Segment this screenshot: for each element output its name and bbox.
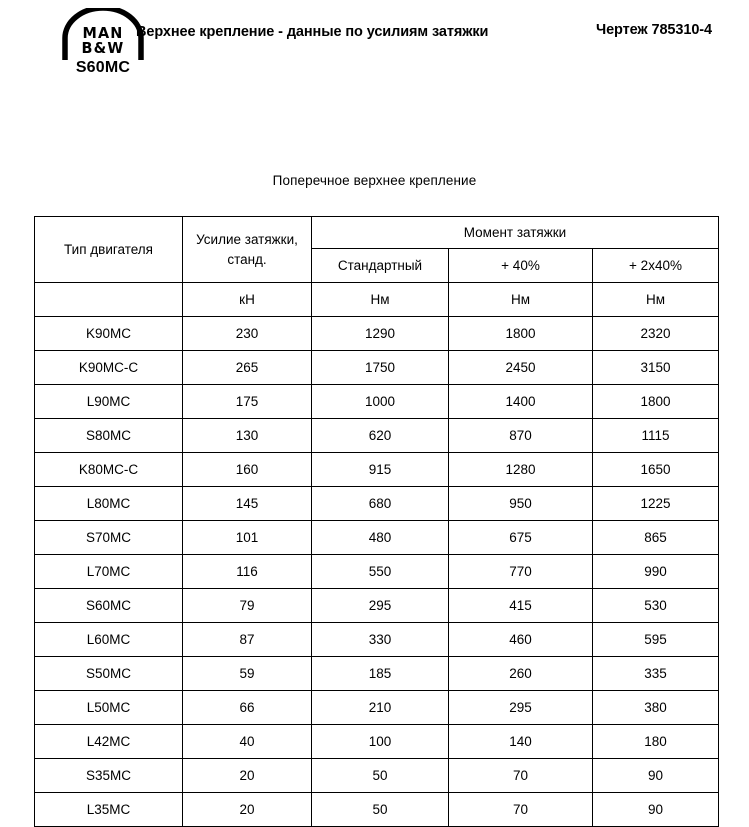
- cell-engine-type: L80MC: [35, 487, 183, 521]
- cell-standard: 100: [312, 725, 449, 759]
- unit-standard: Нм: [312, 283, 449, 317]
- header-tightening-force: Усилие затяжки, станд.: [183, 217, 312, 283]
- cell-plus-40: 1400: [449, 385, 593, 419]
- cell-plus-2x40: 90: [593, 759, 719, 793]
- cell-plus-2x40: 180: [593, 725, 719, 759]
- cell-engine-type: K90MC: [35, 317, 183, 351]
- unit-force: кН: [183, 283, 312, 317]
- cell-standard: 50: [312, 793, 449, 827]
- cell-force: 66: [183, 691, 312, 725]
- cell-plus-40: 770: [449, 555, 593, 589]
- unit-plus-2x40: Нм: [593, 283, 719, 317]
- cell-standard: 1750: [312, 351, 449, 385]
- drawing-number: Чертеж 785310-4: [596, 22, 712, 38]
- cell-standard: 480: [312, 521, 449, 555]
- table-row: [35, 759, 719, 793]
- logo-line-bw: B&W: [81, 39, 125, 57]
- cell-plus-40: 870: [449, 419, 593, 453]
- cell-plus-40: 1280: [449, 453, 593, 487]
- cell-force: 101: [183, 521, 312, 555]
- cell-force: 265: [183, 351, 312, 385]
- cell-plus-40: 675: [449, 521, 593, 555]
- logo-line-man: MAN: [82, 24, 124, 42]
- cell-engine-type: L60MC: [35, 623, 183, 657]
- cell-engine-type: S70MC: [35, 521, 183, 555]
- cell-force: 130: [183, 419, 312, 453]
- table-row: [35, 691, 719, 725]
- cell-engine-type: S50MC: [35, 657, 183, 691]
- header-plus-2x40: + 2x40%: [593, 249, 719, 283]
- table-row: [35, 487, 719, 521]
- logo-engine-model: S60MC: [75, 59, 131, 76]
- table-row: [35, 453, 719, 487]
- cell-standard: 620: [312, 419, 449, 453]
- cell-force: 79: [183, 589, 312, 623]
- cell-plus-40: 950: [449, 487, 593, 521]
- cell-plus-2x40: 1225: [593, 487, 719, 521]
- tightening-data-table: [34, 216, 719, 827]
- cell-force: 175: [183, 385, 312, 419]
- unit-plus-40: Нм: [449, 283, 593, 317]
- table-row: [35, 317, 719, 351]
- cell-plus-2x40: 3150: [593, 351, 719, 385]
- cell-force: 59: [183, 657, 312, 691]
- table-row: [35, 419, 719, 453]
- table-row: [35, 555, 719, 589]
- table-caption: Поперечное верхнее крепление: [272, 173, 477, 188]
- cell-plus-40: 295: [449, 691, 593, 725]
- cell-plus-40: 415: [449, 589, 593, 623]
- cell-plus-2x40: 335: [593, 657, 719, 691]
- cell-standard: 295: [312, 589, 449, 623]
- header-plus-40: + 40%: [449, 249, 593, 283]
- cell-plus-2x40: 90: [593, 793, 719, 827]
- cell-standard: 915: [312, 453, 449, 487]
- cell-force: 230: [183, 317, 312, 351]
- cell-plus-40: 2450: [449, 351, 593, 385]
- cell-plus-2x40: 865: [593, 521, 719, 555]
- cell-engine-type: S35MC: [35, 759, 183, 793]
- cell-engine-type: L70MC: [35, 555, 183, 589]
- cell-force: 20: [183, 793, 312, 827]
- cell-engine-type: L90MC: [35, 385, 183, 419]
- cell-plus-40: 260: [449, 657, 593, 691]
- header-standard: Стандартный: [312, 249, 449, 283]
- header-tightening-moment: Момент затяжки: [312, 217, 719, 249]
- cell-standard: 680: [312, 487, 449, 521]
- cell-plus-2x40: 1800: [593, 385, 719, 419]
- table-row: [35, 589, 719, 623]
- cell-plus-40: 460: [449, 623, 593, 657]
- document-header: [0, 0, 749, 90]
- cell-standard: 50: [312, 759, 449, 793]
- cell-plus-2x40: 530: [593, 589, 719, 623]
- table-row: [35, 351, 719, 385]
- page-title: Верхнее крепление - данные по усилиям затяжки: [136, 24, 489, 40]
- cell-plus-2x40: 595: [593, 623, 719, 657]
- table-body: [35, 317, 719, 827]
- cell-plus-40: 1800: [449, 317, 593, 351]
- cell-force: 40: [183, 725, 312, 759]
- cell-force: 20: [183, 759, 312, 793]
- cell-standard: 210: [312, 691, 449, 725]
- cell-standard: 185: [312, 657, 449, 691]
- header-engine-type: Тип двигателя: [35, 217, 183, 283]
- table-header: [35, 217, 719, 317]
- cell-plus-2x40: 990: [593, 555, 719, 589]
- cell-standard: 550: [312, 555, 449, 589]
- table-row: [35, 385, 719, 419]
- cell-force: 116: [183, 555, 312, 589]
- cell-plus-2x40: 1650: [593, 453, 719, 487]
- cell-standard: 330: [312, 623, 449, 657]
- cell-engine-type: S60MC: [35, 589, 183, 623]
- cell-plus-2x40: 2320: [593, 317, 719, 351]
- cell-plus-40: 70: [449, 793, 593, 827]
- units-row: [35, 283, 719, 317]
- unit-engine-type: [35, 283, 183, 317]
- cell-engine-type: K90MC-C: [35, 351, 183, 385]
- table-row: [35, 657, 719, 691]
- table-row: [35, 725, 719, 759]
- cell-engine-type: L50MC: [35, 691, 183, 725]
- cell-plus-40: 70: [449, 759, 593, 793]
- cell-force: 160: [183, 453, 312, 487]
- cell-force: 87: [183, 623, 312, 657]
- cell-plus-40: 140: [449, 725, 593, 759]
- cell-engine-type: K80MC-C: [35, 453, 183, 487]
- cell-engine-type: S80MC: [35, 419, 183, 453]
- cell-standard: 1000: [312, 385, 449, 419]
- table-row: [35, 521, 719, 555]
- table-row: [35, 793, 719, 827]
- cell-standard: 1290: [312, 317, 449, 351]
- cell-plus-2x40: 1115: [593, 419, 719, 453]
- cell-force: 145: [183, 487, 312, 521]
- cell-plus-2x40: 380: [593, 691, 719, 725]
- cell-engine-type: L35MC: [35, 793, 183, 827]
- cell-engine-type: L42MC: [35, 725, 183, 759]
- man-bw-logo: [57, 8, 149, 78]
- table-row: [35, 623, 719, 657]
